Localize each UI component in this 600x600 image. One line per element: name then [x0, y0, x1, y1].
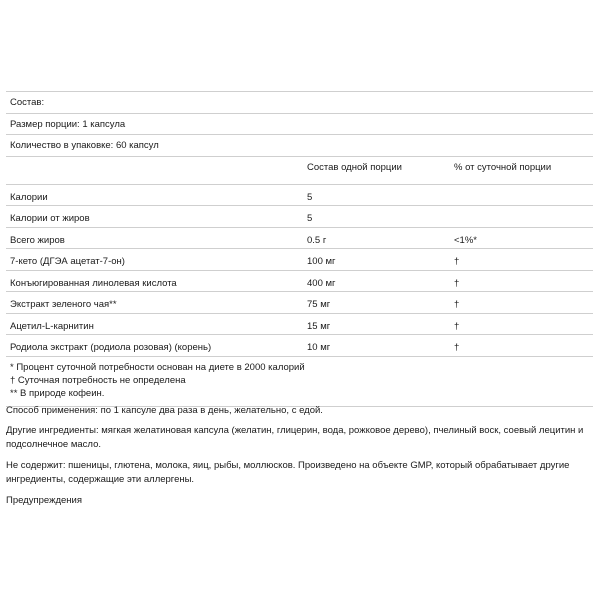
- nutrient-name: 7-кето (ДГЭА ацетат-7-он): [10, 256, 125, 267]
- nutrient-dv: †: [454, 299, 460, 310]
- serving-size-row: [6, 114, 593, 136]
- table-row: [6, 249, 593, 271]
- usage-instructions: Способ применения: по 1 капсуле два раза в день, желательно, с едой.: [6, 405, 323, 416]
- serving-size: Размер порции: 1 капсула: [10, 118, 126, 130]
- servings-per-container: Количество в упаковке: 60 капсул: [10, 140, 159, 151]
- footnote-dv-not-established: † Суточная потребность не определена: [10, 374, 186, 386]
- footnote-caffeine: ** В природе кофеин.: [10, 387, 105, 399]
- table-row: [6, 206, 593, 228]
- table-row: [6, 185, 593, 207]
- nutrient-amount: 75 мг: [307, 299, 331, 310]
- table-row: [6, 271, 593, 293]
- supplement-facts-table: [6, 91, 593, 407]
- table-row: [6, 228, 593, 250]
- footnotes: [6, 357, 593, 407]
- nutrient-dv: †: [454, 256, 460, 267]
- column-header-row: [6, 157, 593, 185]
- nutrient-name: Родиола экстракт (родиола розовая) (корень): [10, 342, 212, 353]
- nutrient-name: Калории от жиров: [10, 213, 90, 224]
- servings-per-container-row: [6, 135, 593, 157]
- column-header-dv: % от суточной порции: [454, 161, 552, 173]
- footnote-dv-basis: * Процент суточной потребности основан на диете в 2000 калорий: [10, 361, 305, 373]
- nutrient-dv: †: [454, 342, 460, 353]
- warnings-title: Предупреждения: [6, 495, 82, 506]
- nutrient-name: Всего жиров: [10, 234, 65, 246]
- nutrient-amount: 100 мг: [307, 256, 336, 267]
- table-row: [6, 335, 593, 357]
- nutrient-amount: 5: [307, 191, 313, 203]
- nutrient-amount: 15 мг: [307, 320, 331, 332]
- facts-header-row: [6, 92, 593, 114]
- nutrient-amount: 400 мг: [307, 277, 336, 289]
- nutrient-amount: 5: [307, 213, 313, 224]
- nutrient-amount: 10 мг: [307, 342, 331, 353]
- nutrient-dv: <1%*: [454, 234, 477, 246]
- nutrient-dv: †: [454, 320, 460, 332]
- nutrient-name: Ацетил-L-карнитин: [10, 320, 94, 332]
- nutrient-amount: 0.5 г: [307, 234, 327, 246]
- nutrient-dv: †: [454, 277, 460, 289]
- other-ingredients: Другие ингредиенты: мягкая желатиновая капсула (желатин, глицерин, вода, рожковое дерево), пчелиный воск, соевый лецитин и подсолнечное масло.: [6, 425, 584, 450]
- nutrient-name: Экстракт зеленого чая**: [10, 299, 117, 310]
- nutrient-name: Калории: [10, 191, 48, 203]
- table-row: [6, 314, 593, 336]
- allergen-statement: Не содержит: пшеницы, глютена, молока, яиц, рыбы, моллюсков. Произведено на объекте GMP, который обрабатывает другие ингредиенты, содержащие эти аллергены.: [6, 460, 570, 485]
- column-header-amount: Состав одной порции: [307, 161, 402, 173]
- facts-header: Состав:: [10, 97, 45, 108]
- nutrient-name: Конъюгированная линолевая кислота: [10, 277, 177, 289]
- table-row: [6, 292, 593, 314]
